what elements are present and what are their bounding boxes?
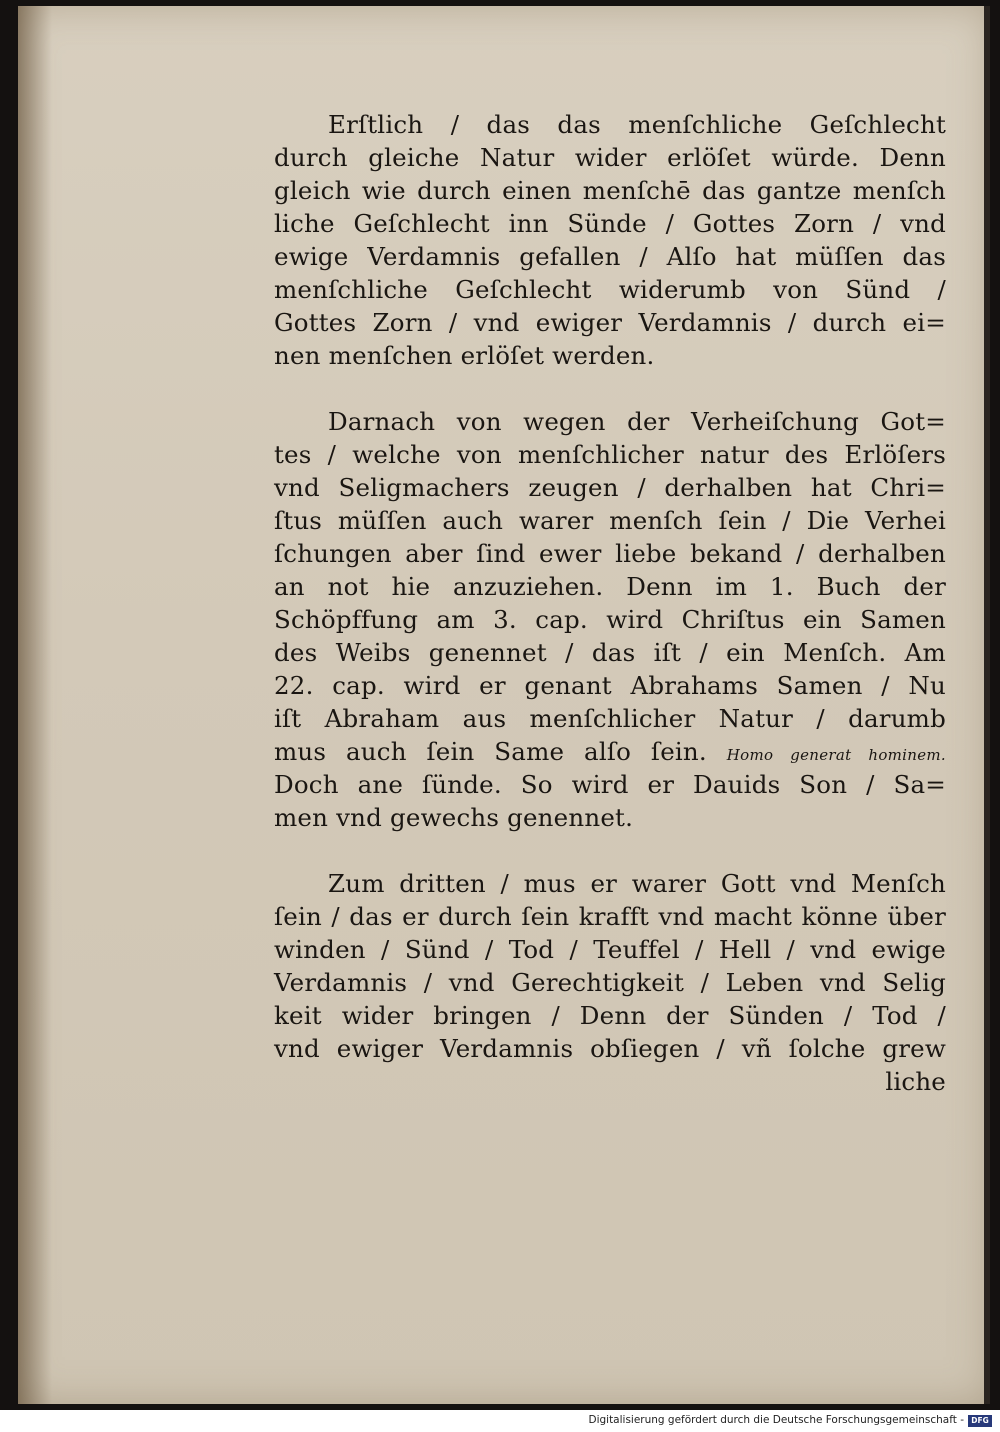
text-line — [274, 669, 946, 702]
footer-credit: Digitalisierung gefördert durch die Deutsche Forschungsgemeinschaft - — [588, 1414, 964, 1426]
text-line — [274, 735, 946, 768]
text-line — [274, 570, 946, 603]
text-line — [274, 273, 946, 306]
text-line — [274, 933, 946, 966]
text-line — [274, 504, 946, 537]
page-gutter-shadow — [18, 6, 52, 1404]
line-text: Doch ane ſünde. So wird er Dauids Son / Sa= — [274, 770, 946, 799]
line-text: Schöpffung am 3. cap. wird Chriſtus ein Samen — [274, 605, 946, 634]
line-text: liche Geſchlecht inn Sünde / Gottes Zorn / vnd — [274, 209, 946, 238]
line-text: Erſtlich / das das menſchliche Geſchlecht — [328, 110, 946, 139]
line-text: gleich wie durch einen menſchē das gantze menſch — [274, 176, 946, 205]
line-text: Darnach von wegen der Verheiſchung Got= — [328, 407, 946, 436]
text-line — [274, 900, 946, 933]
dfg-logo-icon[interactable]: DFG — [968, 1415, 992, 1427]
catchword: liche — [885, 1067, 946, 1096]
text-line — [274, 306, 946, 339]
line-text: Gottes Zorn / vnd ewiger Verdamnis / durch ei= — [274, 308, 946, 337]
paragraph-gap — [274, 372, 946, 405]
paragraph-gap — [274, 834, 946, 867]
line-text: iſt Abraham aus menſchlicher Natur / darumb — [274, 704, 946, 733]
text-line — [274, 207, 946, 240]
line-text: menſchliche Geſchlecht widerumb von Sünd / — [274, 275, 946, 304]
line-text: men vnd gewechs genennet. — [274, 803, 634, 832]
text-line — [274, 108, 946, 141]
text-line — [274, 801, 946, 834]
line-text: ſchungen aber ſind ewer liebe bekand / derhalben — [274, 539, 946, 568]
line-text: nen menſchen erlöſet werden. — [274, 341, 655, 370]
page-edge — [984, 6, 990, 1404]
text-line — [274, 702, 946, 735]
text-line — [274, 438, 946, 471]
paragraph — [274, 108, 946, 372]
text-line — [274, 240, 946, 273]
line-text: ewige Verdamnis gefallen / Alſo hat müſſen das — [274, 242, 946, 271]
text-line — [274, 405, 946, 438]
line-text: 22. cap. wird er genant Abrahams Samen / Nu — [274, 671, 946, 700]
line-text: keit wider bringen / Denn der Sünden / Tod / — [274, 1001, 946, 1030]
page-text-block — [274, 108, 946, 1098]
line-text: des Weibs genennet / das iſt / ein Menſch. Am — [274, 638, 946, 667]
text-line — [274, 768, 946, 801]
text-line — [274, 966, 946, 999]
text-line — [274, 1032, 946, 1065]
line-text: Verdamnis / vnd Gerechtigkeit / Leben vnd Selig — [274, 968, 946, 997]
text-line — [274, 999, 946, 1032]
text-line — [274, 867, 946, 900]
line-text: vnd Seligmachers zeugen / derhalben hat Chri= — [274, 473, 946, 502]
text-line — [274, 174, 946, 207]
text-line — [274, 636, 946, 669]
marginal-latin-quote: Homo generat hominem. — [726, 746, 946, 764]
text-line — [274, 603, 946, 636]
line-text: durch gleiche Natur wider erlöſet würde. Denn — [274, 143, 946, 172]
line-text: Zum dritten / mus er warer Gott vnd Menſch — [328, 869, 946, 898]
line-text: ſein / das er durch ſein krafft vnd macht könne über — [274, 902, 946, 931]
line-text: vnd ewiger Verdamnis obſiegen / vñ ſolche grew — [274, 1034, 946, 1063]
line-text: winden / Sünd / Tod / Teuffel / Hell / vnd ewige — [274, 935, 946, 964]
footer-bar — [0, 1410, 1000, 1432]
paragraph — [274, 405, 946, 834]
text-line — [274, 339, 946, 372]
text-line — [274, 537, 946, 570]
line-text: mus auch ſein Same alſo ſein. — [274, 737, 707, 766]
text-line — [274, 471, 946, 504]
line-text: an not hie anzuziehen. Denn im 1. Buch der — [274, 572, 946, 601]
line-text: ſtus müſſen auch warer menſch ſein / Die Verhei — [274, 506, 946, 535]
line-text: tes / welche von menſchlicher natur des Erlöſers — [274, 440, 946, 469]
text-line — [274, 141, 946, 174]
paragraph — [274, 867, 946, 1065]
